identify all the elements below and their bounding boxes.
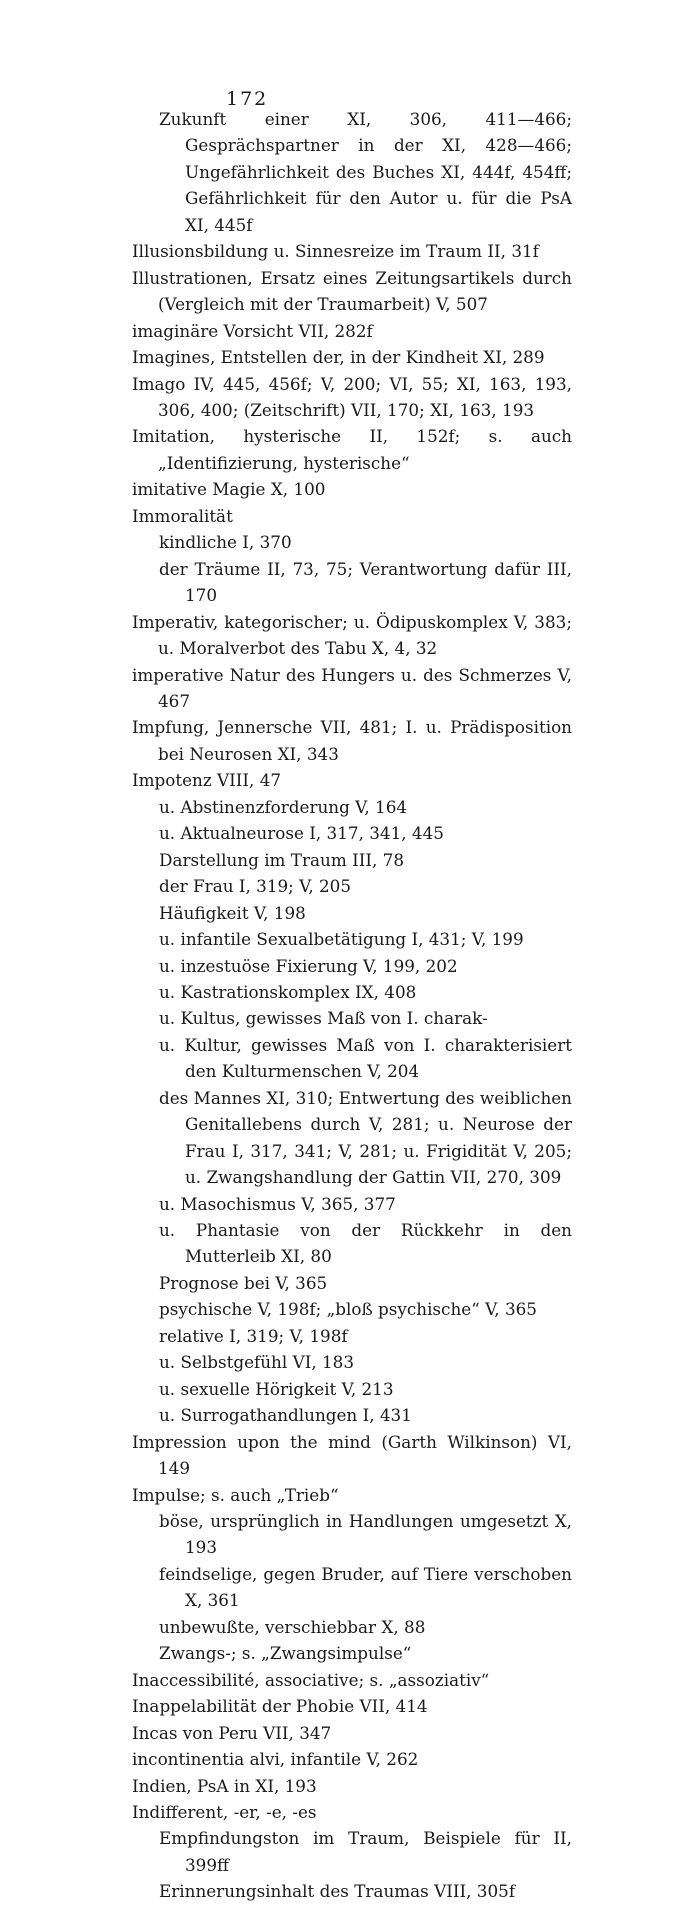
index-subentry: u. infantile Sexualbetätigung I, 431; V, 199	[159, 929, 524, 950]
index-entry: Incas von Peru VII, 347	[132, 1722, 332, 1743]
index-entry: Illustrationen, Ersatz eines Zeitungsartikels durch (Vergleich mit der Traumarbeit) V, 507	[132, 267, 572, 315]
index-subentry: u. Abstinenzforderung V, 164	[159, 796, 408, 817]
index-subentry: relative I, 319; V, 198f	[159, 1325, 348, 1346]
index-subentry: u. inzestuöse Fixierung V, 199, 202	[159, 955, 458, 976]
index-entry: Indifferent, -er, -e, -es	[132, 1802, 317, 1822]
index-entry: Immoralität	[132, 505, 233, 526]
index-entries	[132, 106, 572, 1905]
index-entry: Imitation, hysterische II, 152f; s. auch „Identifizierung, hysterische“	[132, 426, 572, 473]
index-entry: Impotenz VIII, 47	[132, 770, 282, 791]
index-entry: Inappelabilität der Phobie VII, 414	[132, 1696, 428, 1717]
index-entry: Imperativ, kategorischer; u. Ödipuskomplex V, 383; u. Moralverbot des Tabu X, 4, 32	[132, 611, 572, 659]
index-subentry: Erinnerungsinhalt des Traumas VIII, 305f	[159, 1881, 516, 1902]
index-subentry: u. Kultur, gewisses Maß von I. charakterisiert den Kulturmenschen V, 204	[159, 1034, 572, 1082]
index-entry: Inaccessibilité, associative; s. „assoziativ“	[132, 1669, 490, 1690]
index-subentry: u. Phantasie von der Rückkehr in den Mutterleib XI, 80	[159, 1220, 572, 1267]
index-entry: imaginäre Vorsicht VII, 282f	[132, 320, 373, 341]
index-subentry: kindliche I, 370	[159, 532, 292, 553]
index-entry: Imagines, Entstellen der, in der Kindheit XI, 289	[132, 347, 545, 368]
index-subentry: Prognose bei V, 365	[159, 1272, 328, 1293]
index-subentry: u. sexuelle Hörigkeit V, 213	[159, 1378, 394, 1399]
index-entry: incontinentia alvi, infantile V, 262	[132, 1749, 419, 1770]
index-entry: imitative Magie X, 100	[132, 479, 326, 500]
index-subentry: psychische V, 198f; „bloß psychische“ V, 365	[159, 1299, 537, 1320]
index-entry: imperative Natur des Hungers u. des Schmerzes V, 467	[132, 664, 572, 711]
index-subentry: böse, ursprünglich in Handlungen umgesetzt X, 193	[159, 1511, 572, 1558]
index-entry: Indien, PsA in XI, 193	[132, 1775, 317, 1796]
index-subentry: u. Kastrationskomplex IX, 408	[159, 981, 417, 1002]
index-entry: Imago IV, 445, 456f; V, 200; VI, 55; XI, 163, 193, 306, 400; (Zeitschrift) VII, 170; XI, 163, 193	[132, 373, 572, 420]
index-subentry: Empfindungston im Traum, Beispiele für II, 399ff	[159, 1828, 572, 1875]
index-subentry: Häufigkeit V, 198	[159, 902, 306, 923]
index-subentry: Darstellung im Traum III, 78	[159, 849, 404, 870]
index-entry: Impression upon the mind (Garth Wilkinson) VI, 149	[132, 1431, 572, 1479]
index-subentry: u. Kultus, gewisses Maß von I. charak-	[159, 1008, 488, 1029]
index-subentry: unbewußte, verschiebbar X, 88	[159, 1616, 426, 1637]
index-subentry: der Frau I, 319; V, 205	[159, 876, 352, 897]
index-subentry: der Träume II, 73, 75; Verantwortung dafür III, 170	[159, 558, 572, 606]
index-entry: Illusionsbildung u. Sinnesreize im Traum II, 31f	[132, 241, 539, 262]
index-entry: Impfung, Jennersche VII, 481; I. u. Prädisposition bei Neurosen XI, 343	[132, 717, 572, 764]
index-subentry: u. Surrogathandlungen I, 431	[159, 1405, 412, 1426]
index-subentry: u. Selbstgefühl VI, 183	[159, 1352, 355, 1373]
index-subentry: u. Aktualneurose I, 317, 341, 445	[159, 823, 444, 844]
index-entry: Impulse; s. auch „Trieb“	[132, 1484, 339, 1505]
index-subentry: feindselige, gegen Bruder, auf Tiere verschoben X, 361	[159, 1563, 572, 1611]
index-subentry: u. Masochismus V, 365, 377	[159, 1193, 396, 1214]
index-subentry: Zukunft einer XI, 306, 411—466; Gesprächspartner in der XI, 428—466; Ungefährlichkeit des Buches XI, 444f, 454ff; Gefährlichkeit für den Autor u. für die PsA XI, 445f	[159, 109, 572, 235]
page-number: 172	[226, 88, 269, 110]
index-subentry: des Mannes XI, 310; Entwertung des weiblichen Genitallebens durch V, 281; u. Neurose der Frau I, 317, 341; V, 281; u. Frigidität V, 205; u. Zwangshandlung der Gattin VII, 270, 309	[159, 1087, 572, 1188]
index-subentry: Zwangs-; s. „Zwangsimpulse“	[159, 1643, 412, 1664]
